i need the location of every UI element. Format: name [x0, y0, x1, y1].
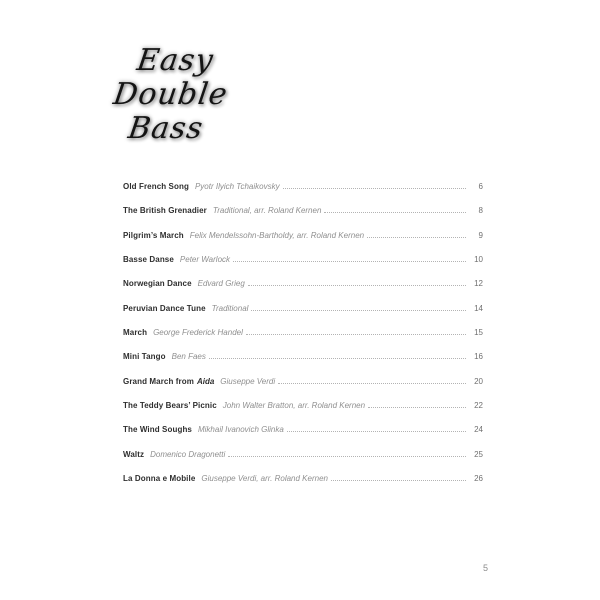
song-title: Waltz: [123, 449, 145, 459]
song-title: La Donna e Mobile: [123, 474, 196, 484]
song-title: March: [123, 328, 148, 338]
logo-line-bass: Bass: [125, 111, 206, 146]
dotted-leader-line: [248, 285, 466, 286]
song-title: Mini Tango: [123, 352, 166, 362]
toc-row: [123, 179, 483, 203]
composer-credit: Felix Mendelssohn-Bartholdy, arr. Roland Kernen: [189, 230, 365, 240]
dotted-leader-line: [233, 261, 466, 262]
song-title: Grand March from: [123, 376, 194, 386]
dotted-leader-line: [209, 358, 466, 359]
song-page-number: 8: [478, 206, 483, 216]
dotted-leader-line: [283, 188, 466, 189]
toc-row: [123, 252, 483, 276]
song-page-number: 9: [478, 230, 483, 240]
toc-row: [123, 203, 483, 227]
composer-credit: Mikhail Ivanovich Glinka: [197, 425, 284, 435]
song-title: Peruvian Dance Tune: [123, 303, 206, 313]
dotted-leader-line: [324, 212, 466, 213]
song-page-number: 20: [474, 376, 483, 386]
folio-page-number: 5: [482, 563, 488, 573]
toc-row: [123, 325, 483, 349]
song-title: Norwegian Dance: [123, 279, 192, 289]
song-page-number: 15: [474, 328, 483, 338]
composer-credit: George Frederick Handel: [153, 328, 243, 338]
song-title: Pilgrim’s March: [123, 230, 184, 240]
composer-credit: Pyotr Ilyich Tchaikovsky: [194, 182, 280, 191]
song-page-number: 16: [474, 352, 483, 362]
composer-credit: Traditional, arr. Roland Kernen: [212, 206, 322, 216]
song-title: Old French Song: [123, 182, 189, 191]
table-of-contents: [123, 179, 483, 495]
song-page-number: 25: [474, 449, 483, 459]
composer-credit: Giuseppe Verdi: [220, 376, 276, 386]
dotted-leader-line: [246, 334, 466, 335]
song-title-italic: Aida: [196, 376, 215, 386]
composer-credit: Domenico Dragonetti: [150, 449, 226, 459]
toc-row: [123, 301, 483, 325]
dotted-leader-line: [331, 480, 466, 481]
composer-credit: John Walter Bratton, arr. Roland Kernen: [222, 401, 366, 411]
dotted-leader-line: [367, 237, 466, 238]
song-page-number: 26: [474, 474, 483, 484]
toc-row: [123, 349, 483, 373]
dotted-leader-line: [368, 407, 466, 408]
composer-credit: Ben Faes: [171, 352, 206, 362]
song-page-number: 22: [474, 401, 483, 411]
song-title: The Teddy Bears’ Picnic: [123, 401, 217, 411]
toc-row: [123, 276, 483, 300]
toc-row: [123, 374, 483, 398]
series-logo: [81, 44, 260, 146]
logo-line-easy: Easy: [134, 43, 216, 78]
composer-credit: Traditional: [211, 303, 249, 313]
toc-row: [123, 398, 483, 422]
dotted-leader-line: [251, 310, 466, 311]
song-page-number: 14: [474, 303, 483, 313]
dotted-leader-line: [278, 383, 466, 384]
song-page-number: 6: [478, 182, 483, 191]
song-title: The Wind Soughs: [123, 425, 192, 435]
song-title: Basse Danse: [123, 255, 174, 265]
composer-credit: Peter Warlock: [179, 255, 231, 265]
song-page-number: 24: [474, 425, 483, 435]
toc-row: [123, 228, 483, 252]
song-page-number: 12: [474, 279, 483, 289]
dotted-leader-line: [228, 456, 466, 457]
toc-row: [123, 447, 483, 471]
song-title: The British Grenadier: [123, 206, 207, 216]
logo-line-double: Double: [111, 77, 231, 112]
toc-row: [123, 422, 483, 446]
composer-credit: Edvard Grieg: [197, 279, 245, 289]
song-page-number: 10: [474, 255, 483, 265]
composer-credit: Giuseppe Verdi, arr. Roland Kernen: [201, 474, 328, 484]
toc-row: [123, 471, 483, 495]
dotted-leader-line: [287, 431, 466, 432]
